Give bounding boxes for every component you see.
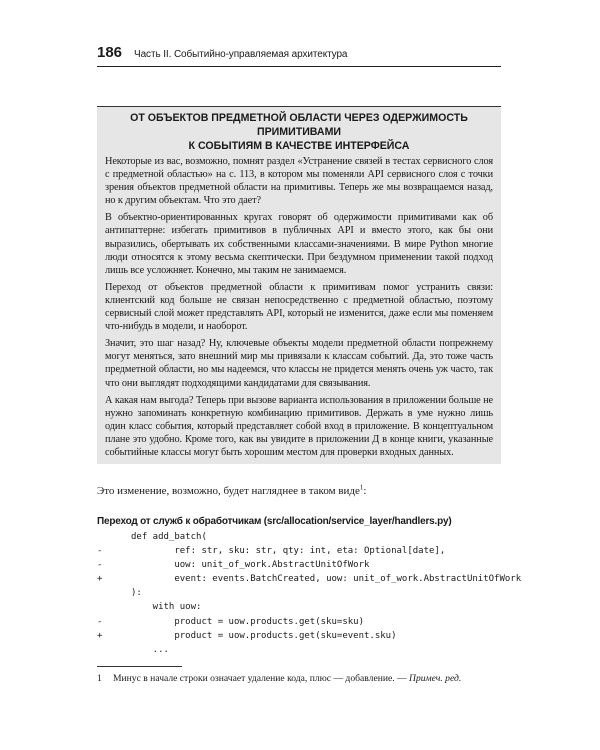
sidebar-paragraph: В объектно-ориентированных кругах говорят об одержимости примитивами как об антипаттерне: избегать примитивов в публичных API и вместо этого, как бы они выразились, обертывать их собственными классами-значениями. В мире Python многие люди относятся к этому весьма скептически. При бездумном применении такой подход лишь все усложняет. Конечно, мы таким не занимаемся.	[105, 212, 493, 276]
sidebar-paragraph: А какая нам выгода? Теперь при вызове варианта использования в приложении больше не нужно запоминать конкретную комбинацию примитивов. Держать в уме нужно лишь один класс события, который представляет собой вход в приложение. В концептуальном плане это удобно. Кроме того, как вы увидите в приложении Д в конце книги, указанные событийные классы могут быть хорошим местом для проверки входных данных.	[105, 394, 493, 458]
page-number: 186	[97, 44, 123, 61]
code-text: ref: str, sku: str, qty: int, eta: Optional[date],	[131, 546, 446, 557]
code-line	[97, 600, 501, 614]
footnote-rule	[97, 666, 182, 667]
code-text: uow: unit_of_work.AbstractUnitOfWork	[131, 560, 370, 571]
body-text: Это изменение, возможно, будет нагляднее в таком виде	[97, 485, 360, 497]
code-line	[97, 558, 501, 572]
code-listing	[97, 530, 522, 657]
sidebar-title-line-1: ОТ ОБЪЕКТОВ ПРЕДМЕТНОЙ ОБЛАСТИ ЧЕРЕЗ ОДЕРЖИМОСТЬ ПРИМИТИВАМИ	[130, 112, 468, 138]
diff-marker: -	[97, 546, 103, 557]
sidebar-paragraph: Переход от объектов предметной области к примитивам помог устранить связи: клиентский код больше не связан непосредственно с предметной областью, поэтому сервисный слой может представлять API, который не изменится, даже если мы поменяем что-нибудь в модели, и наоборот.	[105, 281, 493, 333]
code-line	[97, 643, 501, 657]
code-line	[97, 615, 501, 629]
sidebar-paragraph: Значит, это шаг назад? Ну, ключевые объекты модели предметной области попрежнему могут меняться, зато внешний мир мы привязали к классам событий. Да, это тоже часть предметной области, но мы надеемся, что классы не придется менять очень уж часто, так что они выглядят подходящими кандидатами для связывания.	[105, 338, 493, 389]
diff-marker	[97, 586, 131, 600]
code-line	[97, 586, 501, 600]
code-text: ...	[131, 644, 169, 655]
code-text: product = uow.products.get(sku=sku)	[131, 616, 364, 627]
code-text: product = uow.products.get(sku=event.sku)	[131, 630, 397, 641]
sidebar-box	[97, 106, 501, 464]
diff-marker: -	[97, 560, 103, 571]
footnote	[97, 673, 501, 685]
diff-marker	[97, 643, 131, 657]
diff-marker: +	[97, 574, 103, 585]
sidebar-title-line-2: К СОБЫТИЯМ В КАЧЕСТВЕ ИНТЕРФЕЙСА	[188, 140, 410, 152]
diff-marker	[97, 600, 131, 614]
code-line	[97, 544, 501, 558]
footnote-text: Минус в начале строки означает удаление кода, плюс — добавление. —	[113, 673, 407, 684]
code-line	[97, 572, 522, 586]
header-rule	[97, 66, 501, 67]
code-text: def add_batch(	[131, 532, 207, 542]
body-paragraph	[97, 484, 501, 498]
page-header	[97, 44, 501, 61]
code-line	[97, 629, 501, 643]
listing-title: Переход от служб к обработчикам (src/allocation/service_layer/handlers.py)	[97, 516, 452, 527]
code-text: with uow:	[131, 602, 202, 613]
code-line	[97, 530, 501, 544]
diff-marker: +	[97, 630, 103, 641]
running-head: Часть II. Событийно-управляемая архитектура	[134, 49, 348, 60]
sidebar-paragraph: Некоторые из вас, возможно, помнят раздел «Устранение связей в тестах сервисного слоя с предметной областью» на с. 113, в котором мы поменяли API сервисного слоя с точки зрения объектов предметной области на примитивы. Теперь же мы возвращаемся назад, но к другим объектам. Что это дает?	[105, 156, 493, 207]
footnote-number: 1	[97, 673, 102, 684]
body-text-end: :	[363, 485, 367, 497]
code-text: ):	[131, 588, 142, 599]
code-text: event: events.BatchCreated, uow: unit_of_work.AbstractUnitOfWork	[131, 574, 522, 585]
diff-marker	[97, 530, 131, 544]
footnote-attribution: Примеч. ред.	[409, 673, 462, 684]
sidebar-title	[105, 111, 493, 153]
footnote-reference[interactable]: 1	[359, 483, 364, 492]
diff-marker: -	[97, 616, 103, 627]
